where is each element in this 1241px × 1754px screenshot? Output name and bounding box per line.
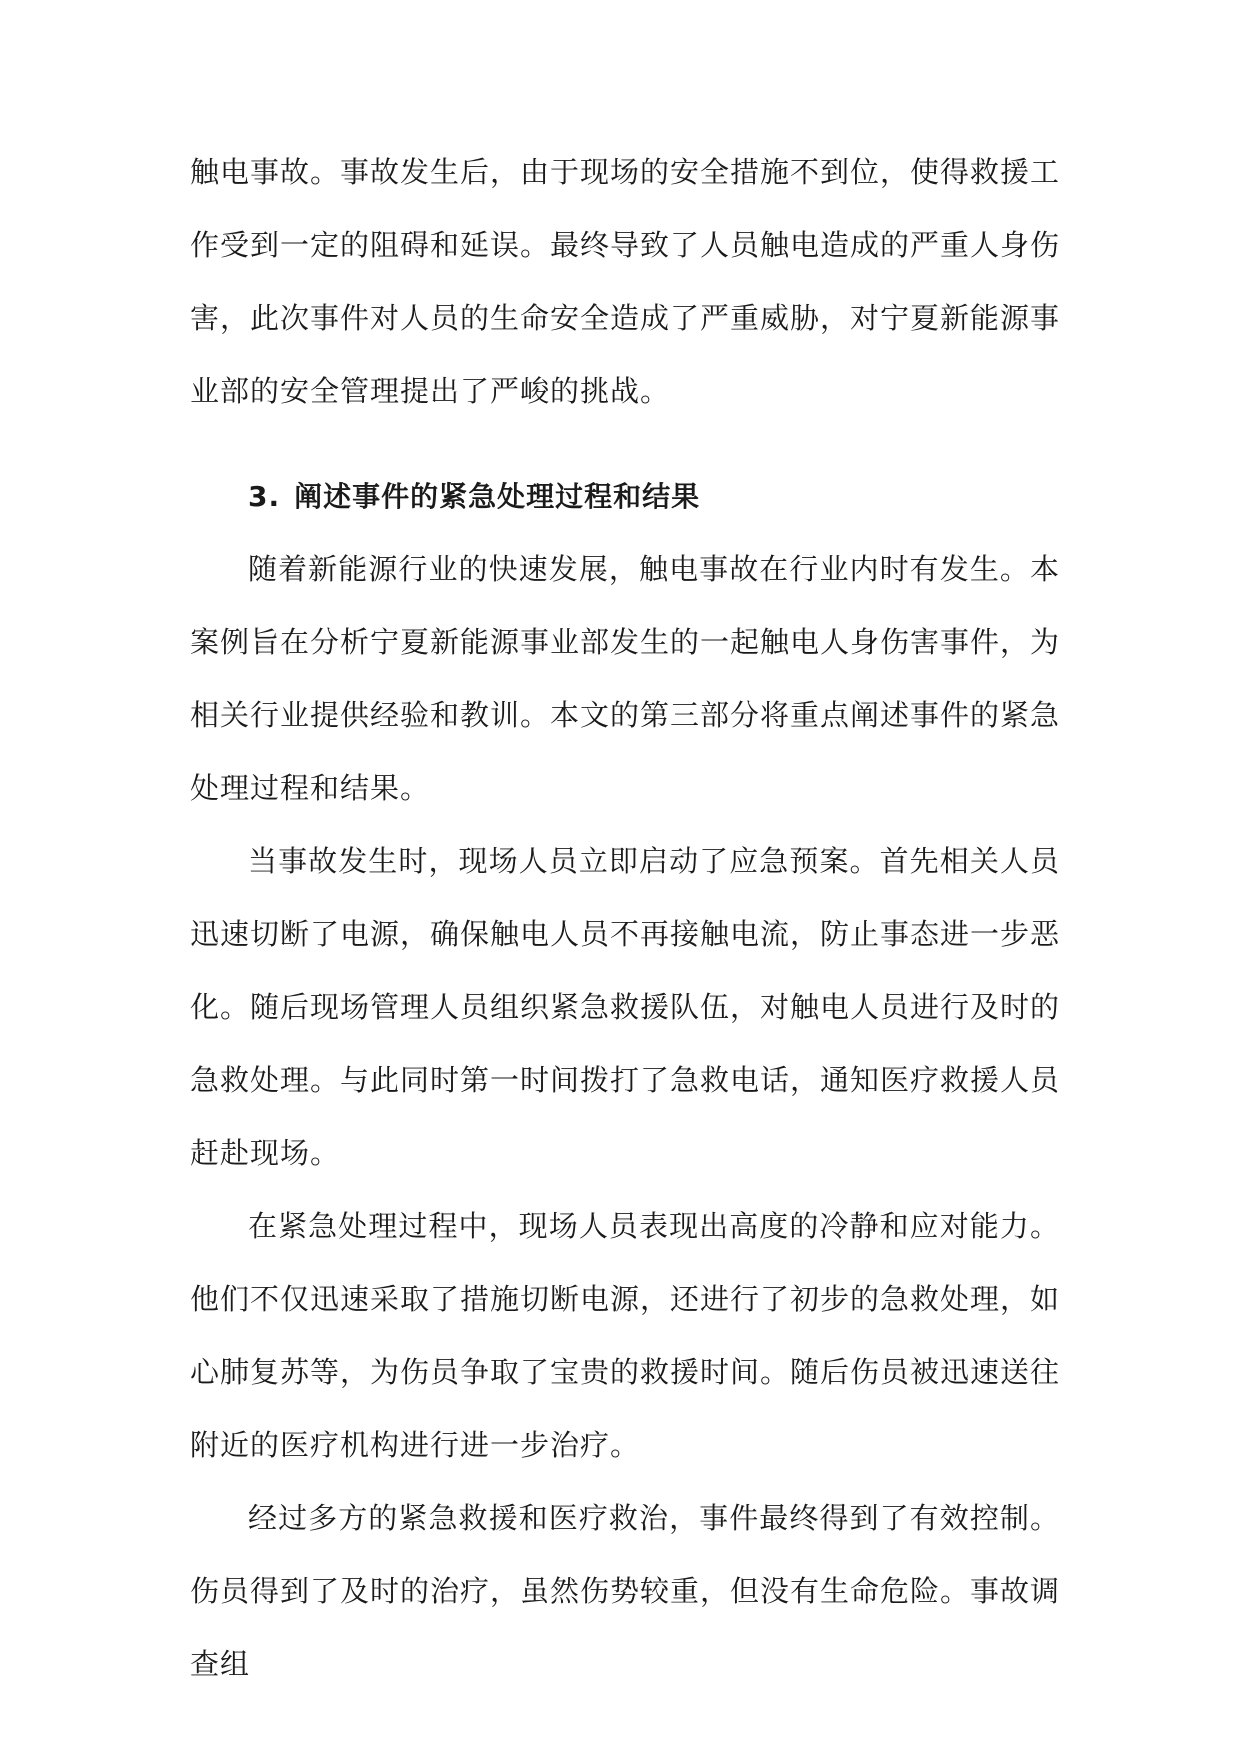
document-page bbox=[190, 136, 1060, 1701]
section-title: 阐述事件的紧急处理过程和结果 bbox=[294, 480, 701, 513]
paragraph: 在紧急处理过程中，现场人员表现出高度的冷静和应对能力。他们不仅迅速采取了措施切断电源，还进行了初步的急救处理，如心肺复苏等，为伤员争取了宝贵的救援时间。随后伤员被迅速送往附近的医疗机构进行进一步治疗。 bbox=[190, 1209, 1061, 1462]
paragraph: 随着新能源行业的快速发展，触电事故在行业内时有发生。本案例旨在分析宁夏新能源事业部发生的一起触电人身伤害事件，为相关行业提供经验和教训。本文的第三部分将重点阐述事件的紧急处理过程和结果。 bbox=[190, 552, 1061, 805]
continuation-paragraph: 触电事故。事故发生后，由于现场的安全措施不到位，使得救援工作受到一定的阻碍和延误。最终导致了人员触电造成的严重人身伤害，此次事件对人员的生命安全造成了严重威胁，对宁夏新能源事业部的安全管理提出了严峻的挑战。 bbox=[190, 155, 1061, 408]
section-number: 3. bbox=[248, 480, 281, 513]
paragraph: 当事故发生时，现场人员立即启动了应急预案。首先相关人员迅速切断了电源，确保触电人员不再接触电流，防止事态进一步恶化。随后现场管理人员组织紧急救援队伍，对触电人员进行及时的急救处理。与此同时第一时间拨打了急救电话，通知医疗救援人员赶赴现场。 bbox=[190, 844, 1061, 1170]
section-heading bbox=[190, 460, 1060, 533]
paragraph: 经过多方的紧急救援和医疗救治，事件最终得到了有效控制。伤员得到了及时的治疗，虽然伤势较重，但没有生命危险。事故调查组 bbox=[190, 1501, 1061, 1681]
